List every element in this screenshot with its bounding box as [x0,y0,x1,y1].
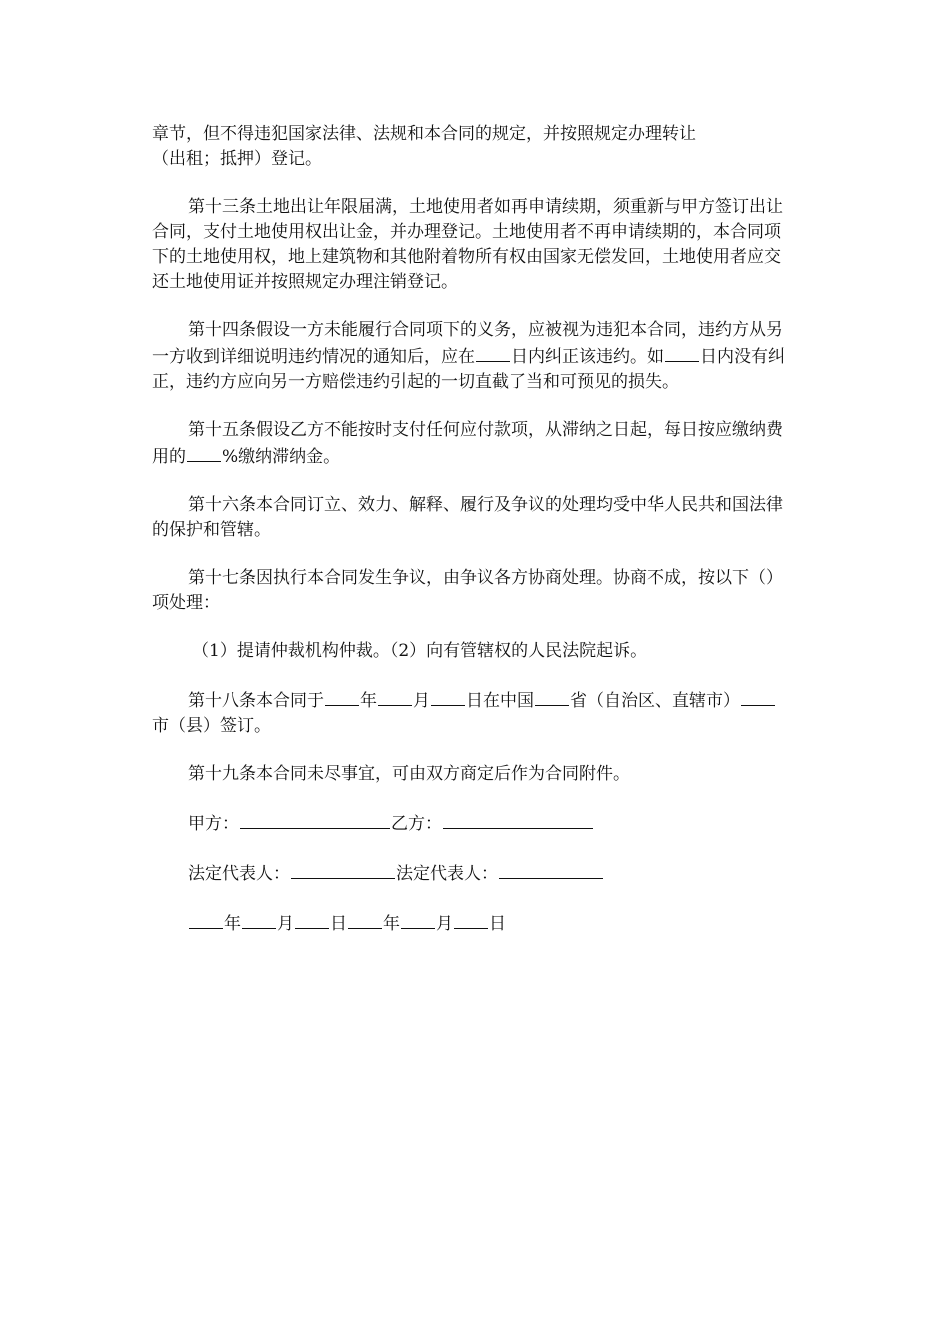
date-a-year-label: 年 [224,914,241,934]
date-b-day-field [454,910,488,929]
date-b-month-label: 月 [436,914,453,934]
date-b-month-field [401,910,435,929]
article-15-text-a: 第十五条假设乙方不能按时支付任何应付款项，从滞纳之日起，每日按应缴纳费用的 [152,420,783,467]
article-16: 第十六条本合同订立、效力、解释、履行及争议的处理均受中华人民共和国法律的保护和管辖。 [152,495,783,540]
blank-sign-city [741,687,775,706]
article-18-year-label: 年 [360,691,377,711]
party-a-label: 甲方： [188,814,239,834]
party-a-field [240,810,390,829]
legal-rep-a-field [291,860,395,879]
article-17: 第十七条因执行本合同发生争议，由争议各方协商处理。协商不成，按以下（）项处理： [152,568,783,613]
date-a-month-field [242,910,276,929]
date-a-month-label: 月 [277,914,294,934]
article-18-day-label: 日在中国 [466,691,534,711]
signature-parties [152,810,788,837]
article-18-text-a: 第十八条本合同于 [188,691,324,711]
article-15-text-b: %缴纳滞纳金。 [222,447,341,467]
blank-sign-province [535,687,569,706]
blank-sign-day [431,687,465,706]
article-19: 第十九条本合同未尽事宜，可由双方商定后作为合同附件。 [188,764,630,784]
blank-days-correct [476,343,510,362]
signature-dates [152,910,788,937]
date-b-day-label: 日 [489,914,506,934]
signature-legal-reps [152,860,788,887]
contract-body [152,122,788,960]
date-a-year-field [189,910,223,929]
legal-rep-b-field [499,860,603,879]
article-14-text-b: 日内纠正该违约。如 [511,347,664,367]
blank-late-fee-rate [187,443,221,462]
article-14-text-a: 第十四条假设一方未能履行合同项下的义务，应被视为违犯本合同，违约方从另一方收到详细说明违约情况的通知后，应在 [152,320,783,367]
intro-line-2: （出租；抵押）登记。 [152,149,322,169]
blank-sign-month [378,687,412,706]
article-17-options: （1）提请仲裁机构仲裁。（2）向有管辖权的人民法院起诉。 [192,641,648,661]
date-b-year-field [348,910,382,929]
date-a-day-field [295,910,329,929]
party-b-label: 乙方： [391,814,442,834]
legal-rep-a-label: 法定代表人： [188,864,290,884]
date-b-year-label: 年 [383,914,400,934]
article-18-month-label: 月 [413,691,430,711]
article-13: 第十三条土地出让年限届满，土地使用者如再申请续期，须重新与甲方签订出让合同，支付土地使用权出让金，并办理登记。土地使用者不再申请续期的，本合同项下的土地使用权，地上建筑物和其他附着物所有权由国家无偿发回，土地使用者应交还土地使用证并按照规定办理注销登记。 [152,197,783,292]
article-18 [152,687,788,739]
legal-rep-b-label: 法定代表人： [396,864,498,884]
article-14 [152,318,788,395]
article-14-text-c: 日内没有纠正，违约方应向另一方赔偿违约引起的一切直截了当和可预见的损失。 [152,347,785,392]
intro-line-1: 章节，但不得违犯国家法律、法规和本合同的规定，并按照规定办理转让 [152,124,696,144]
party-b-field [443,810,593,829]
article-18-province-label: 省（自治区、直辖市） [570,691,740,711]
blank-sign-year [325,687,359,706]
article-18-city-label: 市（县）签订。 [152,716,271,736]
blank-days-uncorrected [665,343,699,362]
article-15 [152,418,788,470]
paragraph-intro [152,122,788,172]
date-a-day-label: 日 [330,914,347,934]
